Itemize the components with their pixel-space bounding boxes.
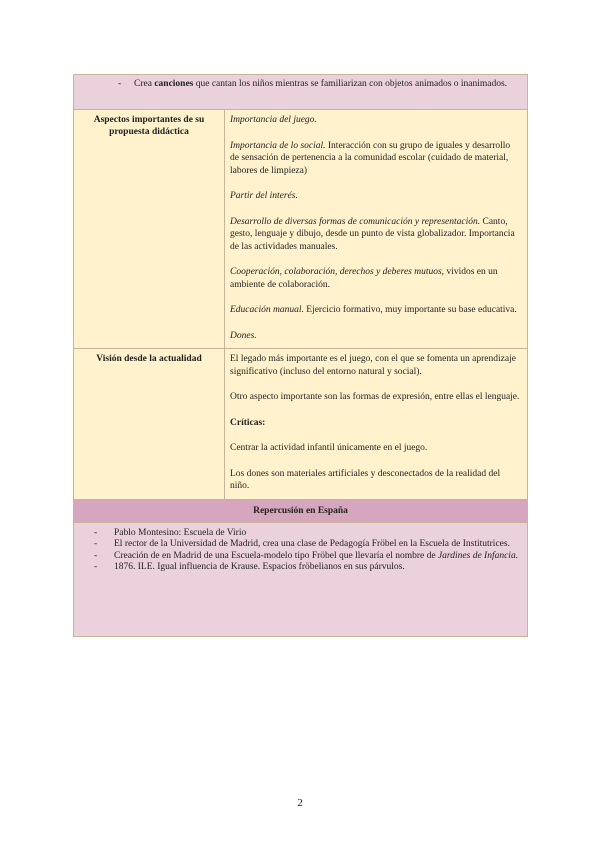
vision-row <box>74 349 528 500</box>
item-text-post: que cantan los niños mientras se familiarizan con objetos animados o inanimados. <box>193 79 508 89</box>
italic-text: Cooperación, colaboración, derechos y deberes mutuos, <box>230 267 445 277</box>
paragraph: Los dones son materiales artificiales y desconectados de la realidad del niño. <box>230 468 501 491</box>
paragraph <box>230 190 521 203</box>
paragraph <box>230 140 521 178</box>
italic-text: Desarrollo de diversas formas de comunicación y representación. <box>230 216 481 227</box>
item-text: Pablo Montesino: Escuela de Virio <box>114 527 247 538</box>
item-text-bold: canciones <box>154 79 194 89</box>
list-item <box>74 79 527 91</box>
body-text: vividos en un ambiente de colaboración. <box>230 267 498 290</box>
list-item <box>74 551 521 563</box>
body-text: Ejercicio formativo, muy importante su base educativa. <box>303 305 517 315</box>
vision-label: Visión desde la actualidad <box>74 349 225 500</box>
repercusion-row <box>74 522 528 636</box>
italic-text: Partir del interés. <box>230 191 298 201</box>
dash-bullet: - <box>94 527 98 538</box>
list-item <box>74 539 521 551</box>
paragraph <box>230 266 521 291</box>
list-item <box>74 562 521 574</box>
italic-text: Importancia del juego. <box>230 115 317 125</box>
paragraph <box>230 304 521 317</box>
list-item <box>74 528 521 540</box>
paragraph: Centrar la actividad infantil únicamente en el juego. <box>230 443 428 453</box>
criticas-heading: Críticas: <box>230 417 266 428</box>
paragraph <box>230 114 521 127</box>
italic-text: Educación manual. <box>230 305 304 315</box>
dash-bullet: - <box>94 550 98 561</box>
paragraph <box>230 417 521 430</box>
item-text-pre: Crea <box>134 79 155 89</box>
content-table <box>73 74 528 637</box>
aspectos-content <box>225 110 528 349</box>
dash-bullet: - <box>94 539 98 549</box>
item-text: El rector de la Universidad de Madrid, crea una clase de Pedagogía Fröbel en la Escuela de Institutrices. <box>114 539 510 549</box>
paragraph: Otro aspecto importante son las formas de expresión, entre ellas el lenguaje. <box>230 392 520 402</box>
italic-text: Dones. <box>230 330 257 341</box>
aspectos-row <box>74 110 528 349</box>
top-row <box>74 75 528 110</box>
repercusion-header: Repercusión en España <box>74 499 528 522</box>
italic-text: Importancia de lo social. <box>230 140 326 151</box>
page-number: 2 <box>297 797 303 809</box>
paragraph <box>230 330 521 343</box>
dash-bullet: - <box>94 562 98 572</box>
aspectos-label: Aspectos importantes de su propuesta didáctica <box>74 110 225 349</box>
vision-content <box>225 349 528 500</box>
body-text: Canto, gesto, lenguaje y dibujo, desde un punto de vista globalizador. Importancia de las actividades manuales. <box>230 216 515 252</box>
dash-bullet: - <box>118 79 122 89</box>
top-cell <box>74 75 528 110</box>
repercusion-header-row <box>74 499 528 522</box>
repercusion-content <box>74 522 528 636</box>
paragraph <box>230 216 521 254</box>
top-list <box>74 79 527 91</box>
item-text: 1876. ILE. Igual influencia de Krause. Espacios fröbelianos en sus párvulos. <box>114 562 405 572</box>
body-text: Interacción con su grupo de iguales y desarrollo de sensación de pertenencia a la comunidad escolar (cuidado de material, labores de limpieza) <box>230 140 511 176</box>
repercusion-list <box>74 528 521 574</box>
paragraph: El legado más importante es el juego, con el que se fomenta un aprendizaje significativo (incluso del entorno natural y social). <box>230 354 516 377</box>
item-text: Creación de en Madrid de una Escuela-modelo tipo Fröbel que llevaría el nombre de <box>114 550 438 561</box>
item-text-italic: Jardines de Infancia. <box>437 550 519 561</box>
